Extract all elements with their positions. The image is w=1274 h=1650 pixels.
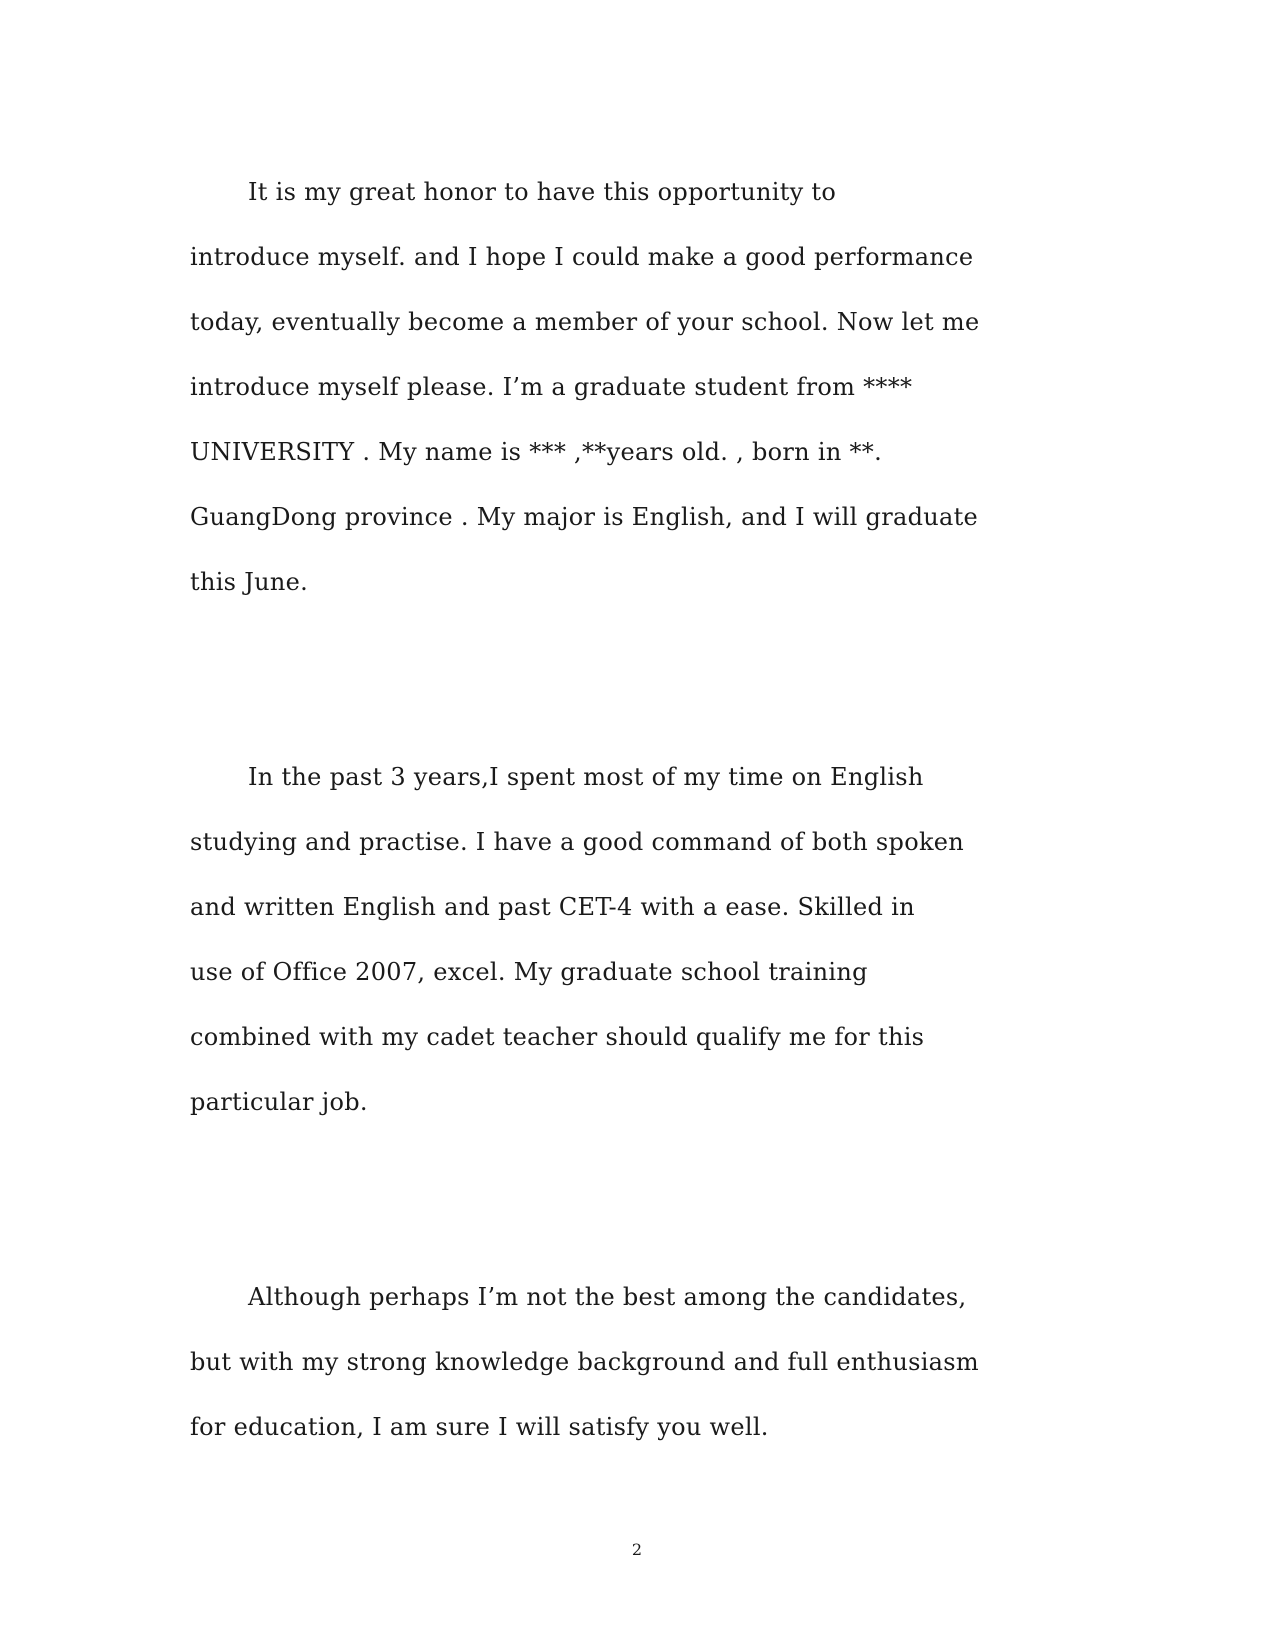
paragraph-line: combined with my cadet teacher should qualify me for this [190,1023,925,1051]
paragraph-line: introduce myself please. I’m a graduate student from **** [190,373,913,401]
paragraph-line: and written English and past CET-4 with a ease. Skilled in [190,893,915,921]
paragraph-introduction [190,160,1090,615]
paragraph-line: this June. [190,568,309,596]
paragraph-line: introduce myself. and I hope I could make a good performance [190,243,974,271]
paragraph-line: particular job. [190,1088,368,1116]
paragraph-line: studying and practise. I have a good command of both spoken [190,828,965,856]
paragraph-line: for education, I am sure I will satisfy you well. [190,1413,769,1441]
paragraph-line: today, eventually become a member of your school. Now let me [190,308,980,336]
paragraph-line: In the past 3 years,I spent most of my time on English [248,763,924,791]
paragraph-line: It is my great honor to have this opportunity to [248,178,837,206]
paragraph-conclusion [190,1265,1090,1460]
paragraph-line: but with my strong knowledge background and full enthusiasm [190,1348,979,1376]
paragraph-line: Although perhaps I’m not the best among the candidates, [248,1283,967,1311]
paragraph-line: GuangDong province . My major is English, and I will graduate [190,503,979,531]
paragraph-line: UNIVERSITY . My name is *** ,**years old. , born in **. [190,438,883,466]
page-number: 2 [631,1540,643,1559]
paragraph-line: use of Office 2007, excel. My graduate school training [190,958,868,986]
paragraph-experience [190,745,1090,1135]
